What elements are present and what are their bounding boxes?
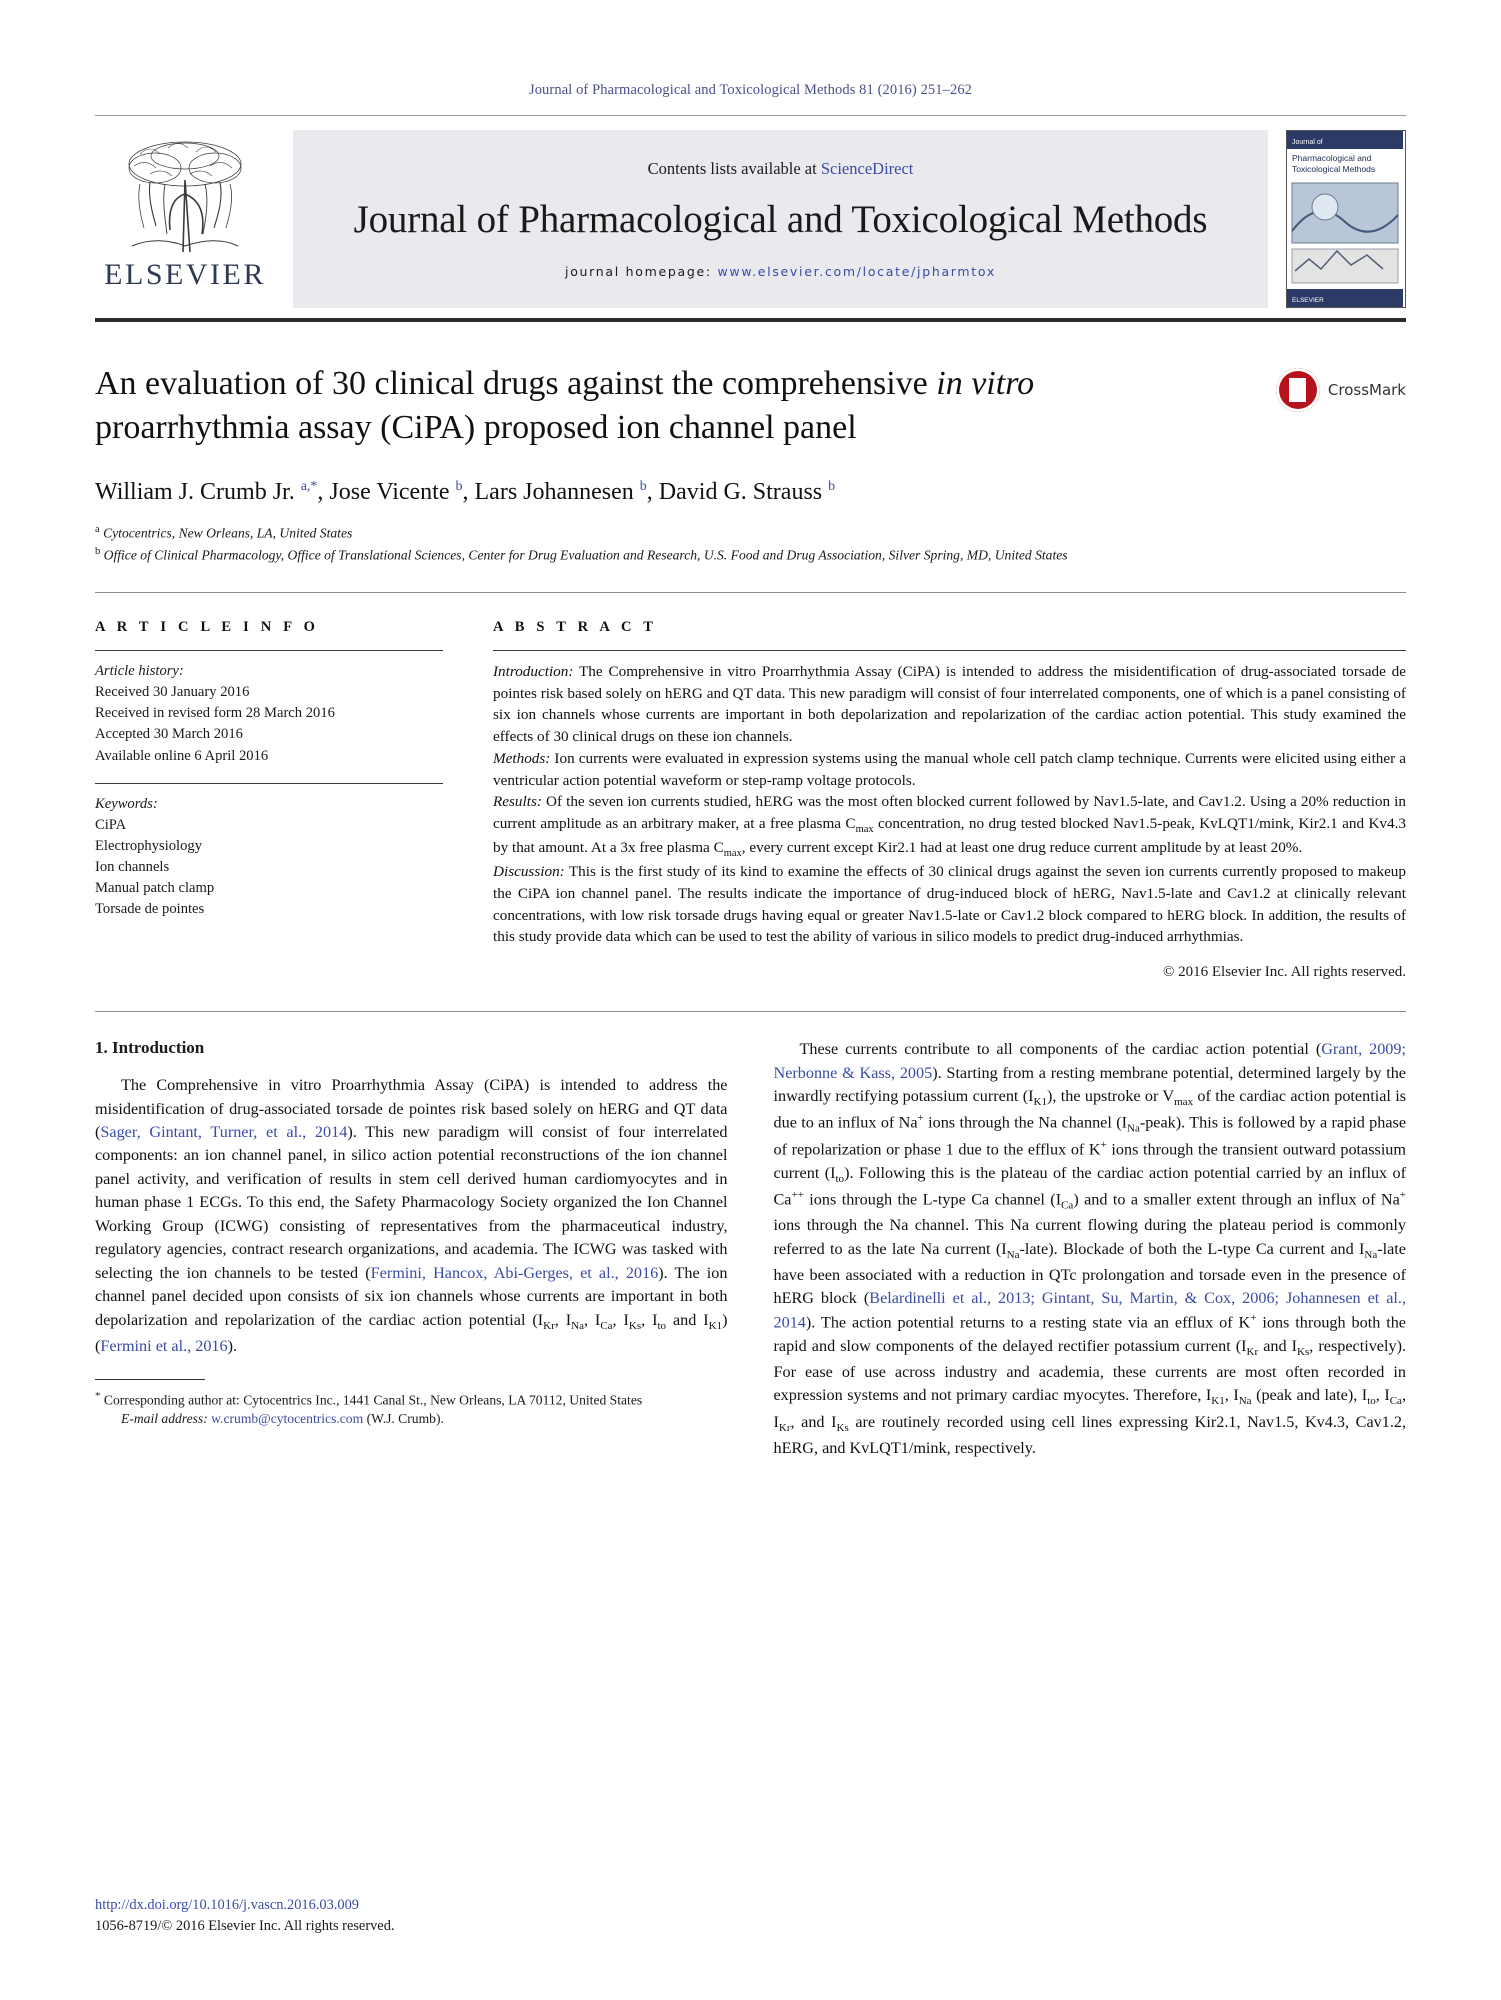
- history-item: Received 30 January 2016: [95, 684, 250, 701]
- elsevier-wordmark: ELSEVIER: [104, 258, 266, 291]
- masthead-center-panel: [293, 130, 1268, 308]
- abstract-body: [493, 661, 1406, 948]
- right-text-q: , respectively). For ease of use across industry and academia, these currents are most often recorded in expression systems and not primary cardiac myocytes. Therefore, I: [773, 1336, 1407, 1405]
- right-text-i: ions through the L-type Ca channel (I: [803, 1190, 1062, 1209]
- crossmark-badge[interactable]: [1276, 368, 1406, 412]
- keywords-label: Keywords:: [95, 795, 158, 812]
- keyword-item: Torsade de pointes: [95, 901, 205, 918]
- contents-prefix: Contents lists available at: [647, 159, 821, 178]
- masthead-top-rule: [95, 115, 1406, 116]
- sub-ik1: K1: [708, 1320, 723, 1333]
- footnote-email-suffix: (W.J. Crumb).: [363, 1411, 444, 1427]
- doi-link[interactable]: http://dx.doi.org/10.1016/j.vascn.2016.03.009: [95, 1896, 359, 1913]
- journal-masthead: [95, 115, 1406, 322]
- citation-grant-nerbonne[interactable]: Grant, 2009; Nerbonne & Kass, 2005: [773, 1040, 1406, 1082]
- corresponding-author-footnote: [95, 1379, 728, 1429]
- sup-plus-1: +: [917, 1112, 924, 1125]
- affiliation-a-text: Cytocentrics, New Orleans, LA, United States: [103, 525, 353, 541]
- elsevier-logo: [95, 130, 275, 308]
- intro-paragraph-1: [95, 1074, 728, 1359]
- author-list: William J. Crumb Jr. $^{a,*}$, Jose Vicente $^b$, Lars Johannesen $^b$, David G. Strauss $^b$: [95, 479, 836, 506]
- right-text-d: of the cardiac action potential is due to an influx of Na: [773, 1086, 1406, 1132]
- crossmark-label: CrossMark: [1327, 381, 1406, 399]
- abstract-discussion: [493, 861, 1406, 948]
- abstract-column: [493, 619, 1406, 981]
- right-text-j: ) and to a smaller extent through an influx of Na: [1073, 1190, 1400, 1209]
- body-column-left: [95, 1038, 728, 1460]
- right-text-r: , I: [1224, 1386, 1239, 1405]
- elsevier-tree-icon: [110, 134, 260, 256]
- intro-text-f: , I: [612, 1310, 629, 1329]
- author-affil-marker: a,*: [300, 479, 318, 495]
- sup-plus-4: +: [1250, 1311, 1257, 1324]
- sub-vmax: max: [1174, 1096, 1194, 1109]
- citation-fermini-hancox-2016[interactable]: Fermini, Hancox, Abi-Gerges, et al., 2016: [370, 1263, 659, 1282]
- info-abstract-region: [95, 593, 1406, 981]
- right-text-s: (peak and late), I: [1251, 1386, 1368, 1405]
- sub-iks-r: Ks: [1297, 1346, 1310, 1359]
- keyword-item: Electrophysiology: [95, 837, 203, 854]
- intro-paragraph-2: [774, 1038, 1407, 1460]
- article-title-block: [95, 362, 1406, 593]
- sup-plus-2: +: [1100, 1138, 1107, 1151]
- sub-ikr-b: Kr: [778, 1421, 791, 1434]
- intro-text-c: ). The ion channel panel decided upon consists of six ion channels whose currents are important in both depolarization and repolarization of the cardiac action potential (I: [95, 1263, 728, 1329]
- affiliation-a: $^a$ Cytocentrics, New Orleans, LA, United States: [95, 524, 353, 541]
- section-1-heading: 1. Introduction: [95, 1038, 205, 1058]
- sub-ikr: Kr: [543, 1320, 555, 1333]
- sciencedirect-link[interactable]: ScienceDirect: [820, 159, 914, 178]
- masthead-bottom-rule: [95, 318, 1406, 322]
- intro-text-i: ) (: [95, 1310, 728, 1356]
- author-affil-marker: b: [639, 479, 647, 495]
- sub-ina-peak: Na: [1127, 1122, 1140, 1135]
- sub-ina: Na: [571, 1320, 584, 1333]
- sub-ito-b: to: [1367, 1395, 1376, 1408]
- history-item: Accepted 30 March 2016: [95, 726, 243, 743]
- footnote-corresponding: Corresponding author at: Cytocentrics Inc., 1441 Canal St., New Orleans, LA 70112, United States: [100, 1392, 643, 1408]
- footnote-text: [95, 1389, 728, 1429]
- right-text-m: -late have been associated with a reduction in QTc prolongation and torsade even in the presence of hERG block (: [773, 1239, 1406, 1308]
- affiliations: [95, 522, 1406, 566]
- svg-text:Pharmacological and: Pharmacological and: [1292, 153, 1372, 163]
- keyword-item: CiPA: [95, 816, 127, 833]
- author-affil-marker: b: [455, 479, 463, 495]
- keyword-item: Manual patch clamp: [95, 880, 215, 897]
- sub-iks: Ks: [628, 1320, 642, 1333]
- keywords-rule: [95, 783, 443, 784]
- abstract-results-sub-1: max: [855, 824, 874, 836]
- homepage-prefix: journal homepage:: [565, 264, 718, 279]
- right-text-u: , I: [773, 1386, 1406, 1431]
- journal-homepage-link[interactable]: www.elsevier.com/locate/jpharmtox: [717, 264, 996, 279]
- crossmark-icon: [1276, 368, 1320, 412]
- right-text-l: -late). Blockade of both the L-type Ca current and I: [1019, 1239, 1365, 1258]
- right-text-e: ions through the Na channel (I: [923, 1113, 1127, 1132]
- citation-belardinelli-gintant-johannesen[interactable]: Belardinelli et al., 2013; Gintant, Su, Martin, & Cox, 2006; Johannesen et al., 2014: [773, 1289, 1407, 1332]
- sub-iks-b: Ks: [836, 1421, 849, 1434]
- page-footer: [95, 1895, 394, 1938]
- sup-plus-plus: ++: [791, 1188, 804, 1201]
- right-text-k: ions through the Na channel. This Na current flowing during the plateau period is commonly referred to as the late Na current (I: [773, 1216, 1406, 1258]
- abstract-results-text-2: concentration, no drug tested blocked Nav1.5-peak, KvLQT1/mink, Kir2.1 and Kv4.3 by that amount. At a 3x free plasma C: [493, 815, 1407, 857]
- abstract-discussion-label: Discussion:: [493, 863, 565, 881]
- right-text-h: ). Following this is the plateau of the cardiac action potential carried by an influx of Ca: [773, 1163, 1406, 1209]
- abstract-results-text-1: Of the seven ion currents studied, hERG was the most often blocked current followed by Nav1.5-late, and Cav1.2. Using a 20% reduction in current amplitude as an arbitrary maker, at a free plasma C: [493, 793, 1406, 833]
- sub-ica-r: Ca: [1061, 1199, 1074, 1212]
- citation-sager-2014[interactable]: Sager, Gintant, Turner, et al., 2014: [100, 1122, 348, 1141]
- abstract-copyright: © 2016 Elsevier Inc. All rights reserved.: [1162, 964, 1406, 981]
- journal-cover-thumbnail: [1286, 130, 1406, 308]
- history-item: Received in revised form 28 March 2016: [95, 705, 335, 722]
- abstract-methods-text: Ion currents were evaluated in expression systems using the manual whole cell patch clamp technique. Currents were elicited using either a ventricular action potential waveform or step-ramp voltage protocols.: [493, 749, 1406, 789]
- right-text-b: ). Starting from a resting membrane potential, determined largely by the inwardly rectifying potassium current (I: [773, 1063, 1406, 1105]
- right-text-v: , and I: [790, 1412, 837, 1431]
- right-text-g: ions through the transient outward potassium current (I: [773, 1140, 1406, 1182]
- contents-available-line: [648, 159, 914, 179]
- right-text-a: These currents contribute to all components of the cardiac action potential (: [799, 1040, 1322, 1059]
- footnote-email-label: E-mail address:: [121, 1411, 208, 1427]
- abstract-bottom-rule: [95, 1011, 1406, 1012]
- intro-paragraph-left: [95, 1074, 728, 1359]
- right-text-n: ). The action potential returns to a resting state via an efflux of K: [805, 1313, 1251, 1332]
- running-head: Journal of Pharmacological and Toxicological Methods 81 (2016) 251–262: [528, 82, 973, 98]
- sub-ik1-r: K1: [1033, 1096, 1047, 1109]
- affiliation-b: $^b$ Office of Clinical Pharmacology, Office of Translational Sciences, Center for Drug Evaluation and Research, U.S. Food and Drug Association, Silver Spring, MD, United States: [95, 545, 1068, 563]
- page-title: [95, 362, 1155, 449]
- cover-art: [1287, 131, 1403, 307]
- abstract-results-label: Results:: [493, 793, 542, 811]
- sub-ica-b: Ca: [1389, 1395, 1402, 1408]
- sub-ica: Ca: [600, 1320, 613, 1333]
- abstract-rule: [493, 650, 1406, 651]
- article-history: [95, 661, 443, 767]
- article-info-heading: A R T I C L E I N F O: [95, 618, 320, 635]
- svg-text:Journal of: Journal of: [1292, 139, 1323, 146]
- body-column-right: [774, 1038, 1407, 1460]
- issn-copyright-line: 1056-8719/© 2016 Elsevier Inc. All rights reserved.: [95, 1918, 395, 1935]
- sub-ito-r: to: [835, 1172, 845, 1185]
- abstract-results-sub-2: max: [723, 848, 742, 860]
- footnote-email-line: [95, 1409, 728, 1428]
- abstract-intro-label: Introduction:: [493, 662, 574, 680]
- intro-paragraph-right: [774, 1038, 1407, 1460]
- journal-title: Journal of Pharmacological and Toxicological Methods: [353, 198, 1208, 241]
- right-text-t: , I: [1375, 1386, 1390, 1405]
- sub-ik1-b: K1: [1211, 1395, 1225, 1408]
- sub-ina-late: Na: [1006, 1249, 1020, 1262]
- abstract-discussion-text: This is the first study of its kind to examine the effects of 30 clinical drugs against the seven ion currents currently proposed to makeup the CiPA ion channel panel. The results indicate the importance of drug-induced block of hERG, Nav1.5-late and Cav1.2 at clinically relevant concentrations, with low risk torsade drugs having equal or greater Nav1.5-late or Cav1.2 block compared to hERG block. In addition, the results of this study provide data which can be used to test the ability of various in silico models to predict drug-induced arrhythmias.: [493, 863, 1406, 946]
- right-text-p: and I: [1258, 1336, 1298, 1355]
- author-affil-marker: b: [828, 479, 836, 495]
- title-part-2: proarrhythmia assay (CiPA) proposed ion channel panel: [95, 408, 857, 446]
- intro-text-j: ).: [227, 1337, 238, 1356]
- sup-plus-3: +: [1399, 1188, 1406, 1201]
- keywords-list: [95, 794, 443, 921]
- affiliation-b-text: Office of Clinical Pharmacology, Office of Translational Sciences, Center for Drug Evaluation and Research, U.S. Food and Drug Association, Silver Spring, MD, United States: [103, 547, 1068, 563]
- right-text-o: ions through both the rapid and slow components of the delayed rectifier potassium current (I: [773, 1313, 1406, 1355]
- abstract-introduction: [493, 661, 1406, 748]
- abstract-methods-label: Methods:: [493, 749, 551, 767]
- article-info-column: [95, 619, 443, 981]
- abstract-results-text-3: , every current except Kir2.1 had at least one drug reduce current amplitude by at least 20%.: [741, 839, 1303, 857]
- journal-homepage-line: [565, 264, 996, 279]
- right-text-w: are routinely recorded using cell lines expressing Kir2.1, Nav1.5, Kv4.3, Cav1.2, hERG, and KvLQT1/mink, respectively.: [773, 1412, 1407, 1457]
- intro-text-g: , I: [641, 1310, 658, 1329]
- title-italic: in vitro: [936, 365, 1035, 402]
- svg-text:Toxicological Methods: Toxicological Methods: [1292, 164, 1376, 174]
- abstract-intro-text: The Comprehensive in vitro Proarrhythmia Assay (CiPA) is intended to address the misidentification of drug-associated torsade de pointes risk based solely on hERG and QT data. This new paradigm will consist of four interrelated components, one of which is a panel consisting of six ion channels whose currents are important in both depolarization and repolarization of the cardiac action potential. This study examined the effects of 30 clinical drugs on these ion channels.: [493, 662, 1406, 746]
- intro-text-d: , I: [554, 1310, 572, 1329]
- article-info-rule: [95, 650, 443, 651]
- sub-ina-late-2: Na: [1364, 1249, 1378, 1262]
- sub-ito: to: [657, 1320, 667, 1333]
- title-part-1: An evaluation of 30 clinical drugs against the comprehensive: [95, 365, 937, 402]
- citation-fermini-2016[interactable]: Fermini et al., 2016: [100, 1337, 228, 1356]
- intro-text-e: , I: [583, 1310, 601, 1329]
- keyword-item: Ion channels: [95, 859, 170, 876]
- svg-text:ELSEVIER: ELSEVIER: [1292, 297, 1324, 304]
- sub-ina-b: Na: [1238, 1395, 1252, 1408]
- right-text-c: ), the upstroke or V: [1046, 1086, 1175, 1105]
- history-item: Available online 6 April 2016: [95, 747, 269, 764]
- intro-text-a: The Comprehensive in vitro Proarrhythmia Assay (CiPA) is intended to address the misidentification of drug-associated torsade de pointes risk based solely on hERG and QT data (: [95, 1076, 728, 1141]
- footnote-email-link[interactable]: w.crumb@cytocentrics.com: [211, 1411, 364, 1427]
- right-text-f: -peak). This is followed by a rapid phase of repolarization or phase 1 due to the efflux of K: [773, 1113, 1406, 1159]
- abstract-results: [493, 791, 1406, 861]
- abstract-heading: A B S T R A C T: [493, 618, 658, 635]
- footnote-rule: [95, 1379, 205, 1380]
- article-body: [95, 1038, 1406, 1460]
- footnote-star: *: [95, 1389, 101, 1402]
- intro-text-h: and I: [666, 1310, 709, 1329]
- article-history-label: Article history:: [95, 662, 184, 679]
- intro-text-b: ). This new paradigm will consist of four interrelated components: an ion channel panel, in silico action potential reconstructions of the ion channel panel activity, and verification of results in stem cell derived human cardiomyocytes and in human phase 1 ECGs. To this end, the Safety Pharmacology Society organized the Ion Channel Working Group (ICWG) consisting of representatives from the pharmaceutical industry, regulatory agencies, contract research organizations, and academia. The ICWG was tasked with selecting the ion channels to be tested (: [95, 1122, 728, 1282]
- title-bottom-rule: [95, 592, 1406, 593]
- abstract-methods: [493, 748, 1406, 791]
- sub-ikr-r: Kr: [1246, 1346, 1259, 1359]
